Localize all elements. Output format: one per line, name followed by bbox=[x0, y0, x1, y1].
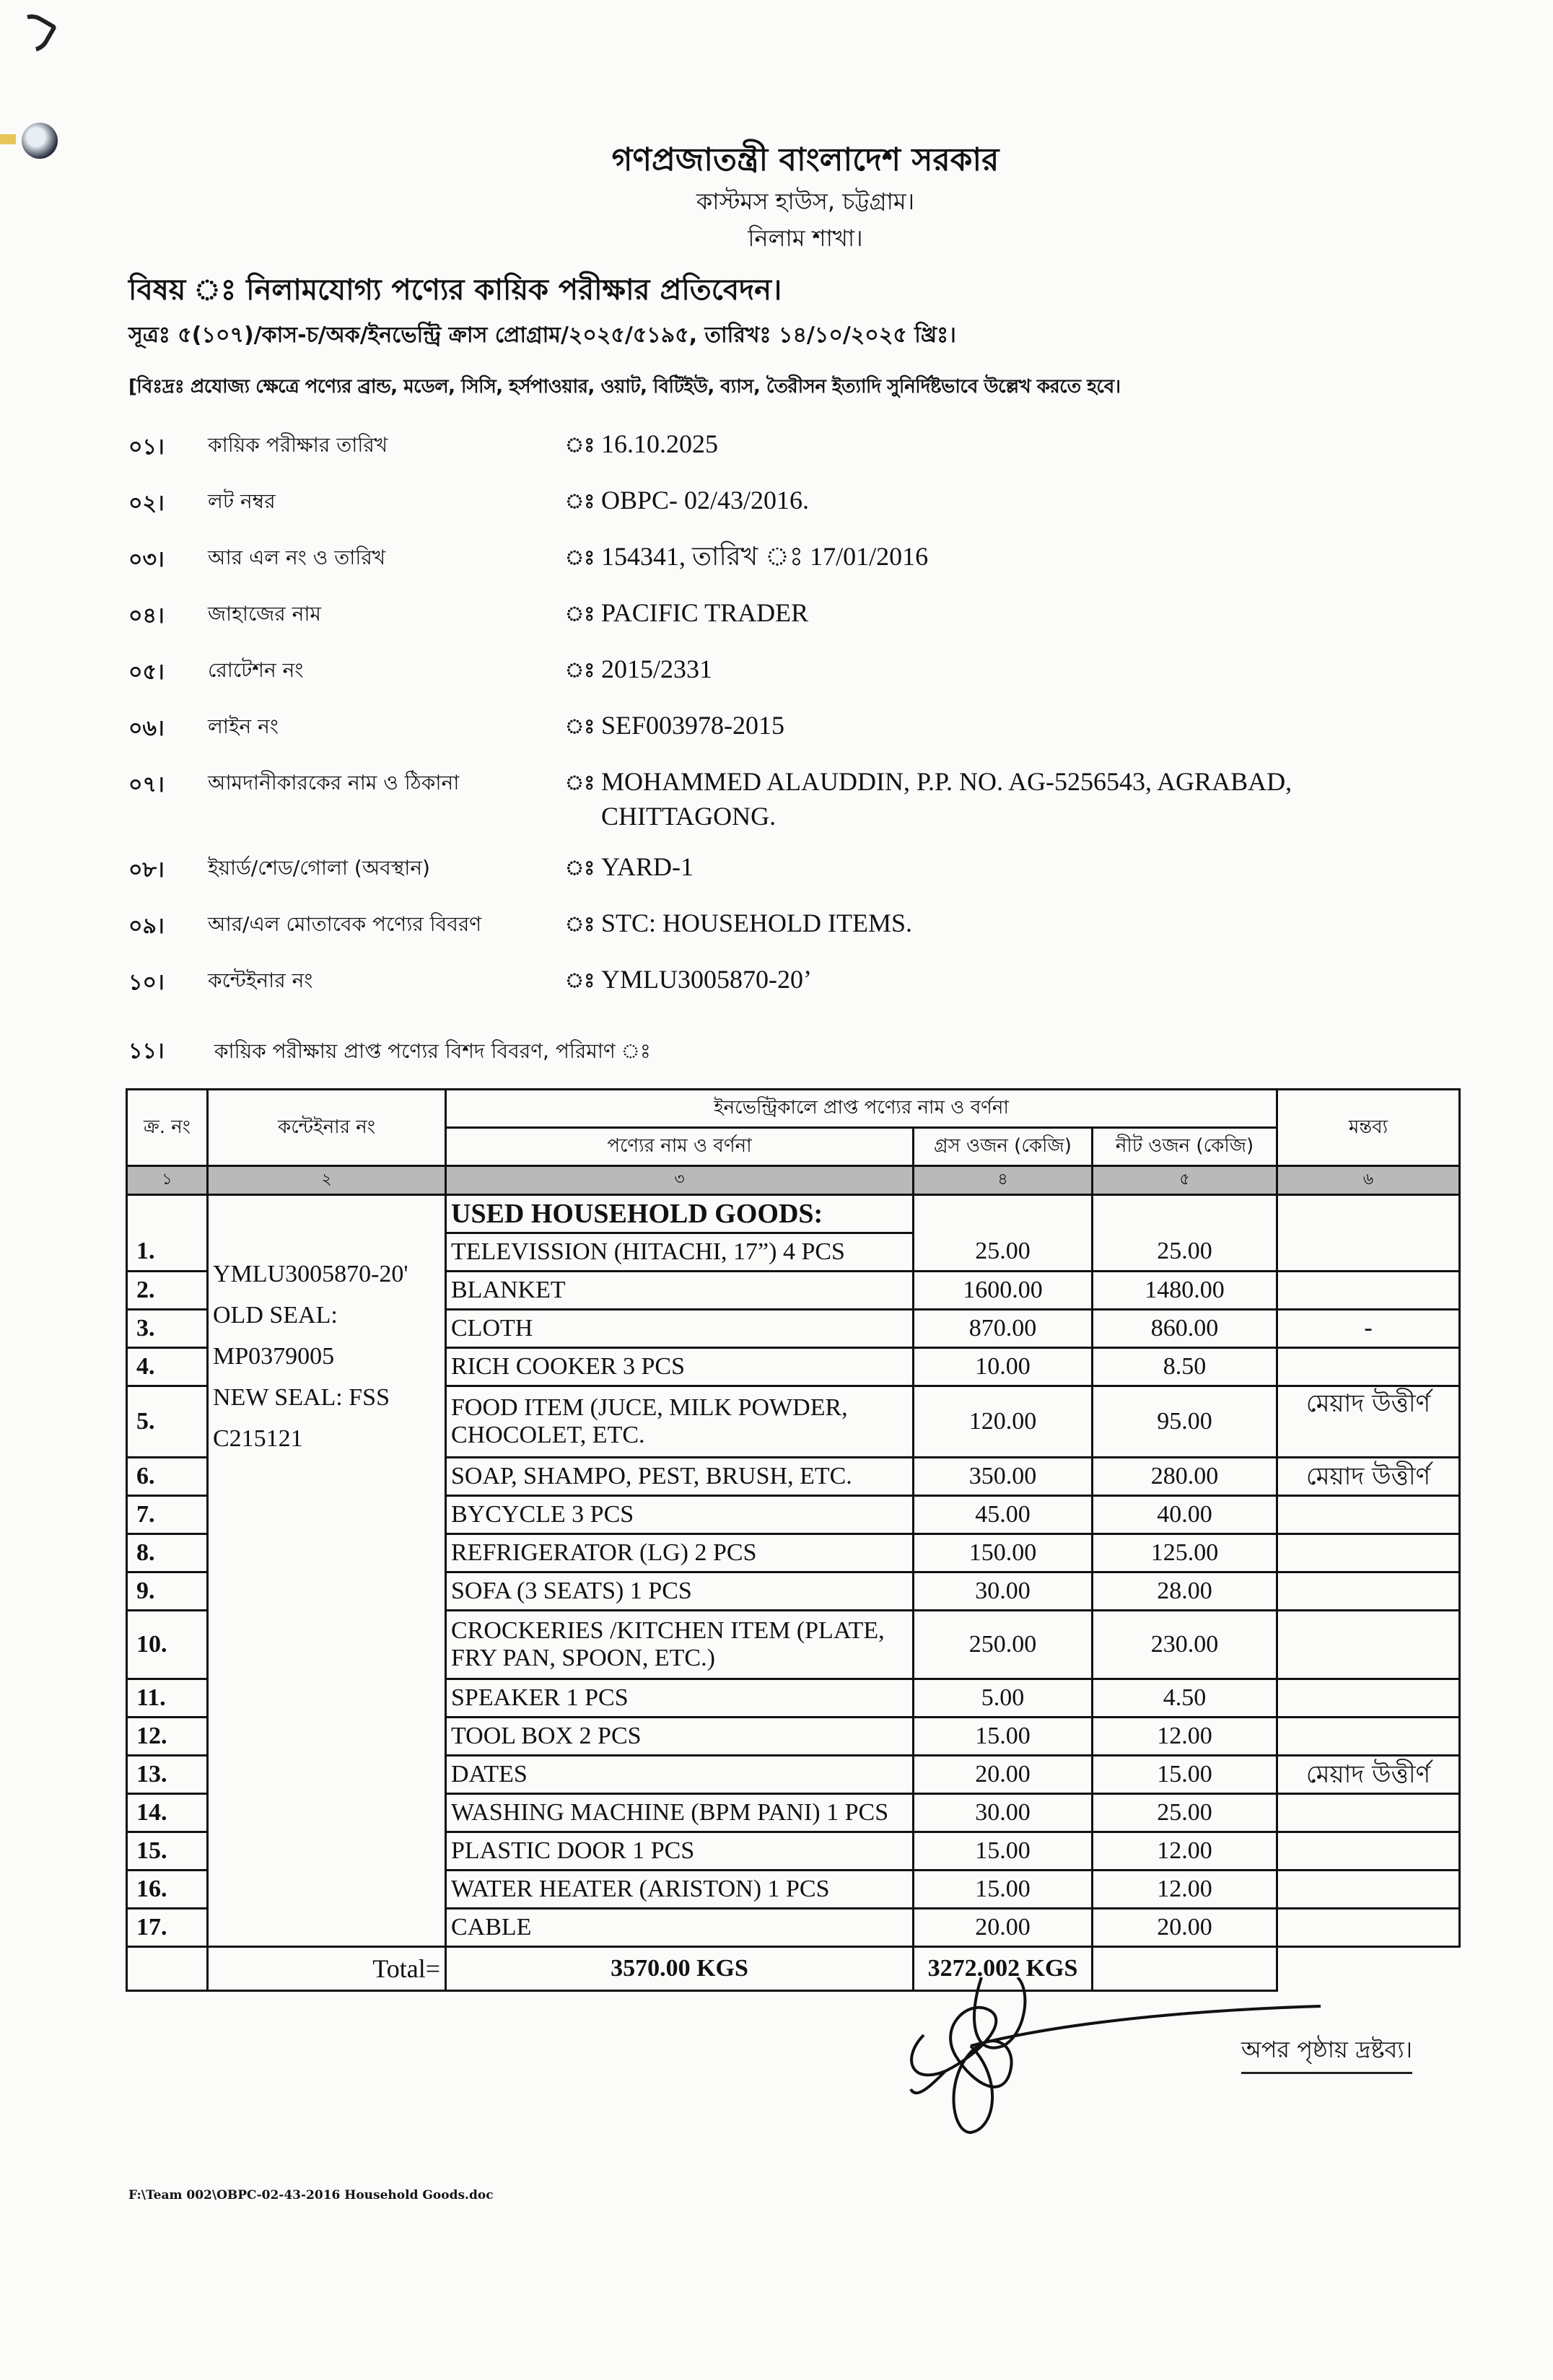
row-gross-weight: 15.00 bbox=[914, 1832, 1093, 1871]
row-description: BYCYCLE 3 PCS bbox=[446, 1496, 914, 1534]
field-value: OBPC- 02/43/2016. bbox=[601, 486, 810, 515]
file-path-footer: F:\Team 002\OBPC-02-43-2016 Household Goods.doc bbox=[128, 2188, 494, 2202]
field-lot-number bbox=[128, 486, 1427, 542]
row-description: CABLE bbox=[446, 1909, 914, 1947]
row-remarks bbox=[1277, 1871, 1460, 1909]
field-number: ০২। bbox=[128, 491, 165, 516]
reference-line: সূত্রঃ ৫(১০৭)/কাস-চ/অক/ইনভেন্ট্রি ক্রাস প্রোগ্রাম/২০২৫/৫১৯৫, তারিখঃ ১৪/১০/২০২৫ খ্রিঃ। bbox=[128, 323, 956, 348]
row-serial: 14. bbox=[127, 1794, 208, 1832]
row-serial: 17. bbox=[127, 1909, 208, 1947]
group-title: USED HOUSEHOLD GOODS: bbox=[446, 1195, 914, 1233]
section-11-heading bbox=[128, 1033, 651, 1070]
row-description: CLOTH bbox=[446, 1310, 914, 1348]
table-header-row bbox=[127, 1090, 1460, 1128]
row-serial: 7. bbox=[127, 1496, 208, 1534]
field-value: STC: HOUSEHOLD ITEMS. bbox=[601, 909, 913, 937]
section-number: ১১। bbox=[128, 1038, 165, 1064]
row-description: PLASTIC DOOR 1 PCS bbox=[446, 1832, 914, 1871]
row-net-weight: 12.00 bbox=[1093, 1718, 1277, 1756]
row-description: CROCKERIES /KITCHEN ITEM (PLATE, FRY PAN, SPOON, ETC.) bbox=[446, 1611, 914, 1679]
row-remarks bbox=[1277, 1832, 1460, 1871]
row-remarks: - bbox=[1277, 1310, 1460, 1348]
row-gross-weight: 10.00 bbox=[914, 1348, 1093, 1386]
row-description: TOOL BOX 2 PCS bbox=[446, 1718, 914, 1756]
field-number: ০১। bbox=[128, 434, 165, 460]
header-inventory-group: ইনভেন্ট্রিকালে প্রাপ্ত পণ্যের নাম ও বর্ণনা bbox=[446, 1090, 1277, 1128]
column-number: ৪ bbox=[914, 1166, 1093, 1195]
row-serial: 10. bbox=[127, 1611, 208, 1679]
header-description: পণ্যের নাম ও বর্ণনা bbox=[446, 1128, 914, 1166]
office-name: কাস্টমস হাউস, চট্টগ্রাম। bbox=[696, 188, 915, 215]
row-serial: 5. bbox=[127, 1386, 208, 1458]
container-details-cell bbox=[208, 1195, 446, 1947]
total-net-weight: 3272.002 KGS bbox=[914, 1947, 1093, 1991]
field-number: ০৮। bbox=[128, 857, 165, 883]
column-number: ২ bbox=[208, 1166, 446, 1195]
row-remarks bbox=[1277, 1679, 1460, 1718]
row-net-weight: 25.00 bbox=[1093, 1794, 1277, 1832]
row-net-weight: 1480.00 bbox=[1093, 1272, 1277, 1310]
section-label: কায়িক পরীক্ষায় প্রাপ্ত পণ্যের বিশদ বিবরণ, পরিমাণ ঃ bbox=[214, 1039, 651, 1063]
row-remarks: মেয়াদ উত্তীর্ণ bbox=[1277, 1386, 1460, 1458]
row-remarks bbox=[1277, 1272, 1460, 1310]
row-gross-weight: 15.00 bbox=[914, 1871, 1093, 1909]
field-colon: ঃ bbox=[565, 602, 595, 626]
field-label: আর এল নং ও তারিখ bbox=[208, 546, 386, 569]
empty-cell bbox=[127, 1195, 208, 1233]
row-net-weight: 4.50 bbox=[1093, 1679, 1277, 1718]
row-net-weight: 860.00 bbox=[1093, 1310, 1277, 1348]
row-serial: 4. bbox=[127, 1348, 208, 1386]
row-gross-weight: 250.00 bbox=[914, 1611, 1093, 1679]
field-number: ০৬। bbox=[128, 716, 165, 741]
row-gross-weight: 30.00 bbox=[914, 1794, 1093, 1832]
row-gross-weight: 20.00 bbox=[914, 1756, 1093, 1794]
field-label: লট নম্বর bbox=[208, 489, 276, 513]
row-gross-weight: 45.00 bbox=[914, 1496, 1093, 1534]
row-remarks bbox=[1277, 1611, 1460, 1679]
row-serial: 13. bbox=[127, 1756, 208, 1794]
row-serial: 11. bbox=[127, 1679, 208, 1718]
field-rl-number-date bbox=[128, 542, 1427, 598]
row-gross-weight: 25.00 bbox=[914, 1233, 1093, 1272]
header-container: কন্টেইনার নং bbox=[208, 1090, 446, 1166]
container-line: MP0379005 bbox=[213, 1343, 335, 1370]
binder-clip-mark bbox=[0, 134, 16, 144]
row-description: DATES bbox=[446, 1756, 914, 1794]
row-serial: 16. bbox=[127, 1871, 208, 1909]
field-colon: ঃ bbox=[565, 968, 595, 992]
field-label: কায়িক পরীক্ষার তারিখ bbox=[208, 433, 388, 457]
field-number: ০৪। bbox=[128, 603, 165, 629]
field-number: ০৫। bbox=[128, 660, 165, 685]
field-value: 154341, তারিখ ঃ 17/01/2016 bbox=[601, 542, 929, 571]
row-serial: 9. bbox=[127, 1572, 208, 1611]
row-gross-weight: 120.00 bbox=[914, 1386, 1093, 1458]
row-description: SPEAKER 1 PCS bbox=[446, 1679, 914, 1718]
subject-line: বিষয় ঃ নিলামযোগ্য পণ্যের কায়িক পরীক্ষার প্রতিবেদন। bbox=[128, 274, 782, 307]
field-value: MOHAMMED ALAUDDIN, P.P. NO. AG-5256543, AGRABAD, CHITTAGONG. bbox=[601, 767, 1292, 831]
field-value: 16.10.2025 bbox=[601, 429, 718, 458]
column-number: ৩ bbox=[446, 1166, 914, 1195]
field-label: আর/এল মোতাবেক পণ্যের বিবরণ bbox=[208, 912, 482, 936]
field-colon: ঃ bbox=[565, 489, 595, 513]
field-label: ইয়ার্ড/শেড/গোলা (অবস্থান) bbox=[208, 856, 430, 880]
field-value: 2015/2331 bbox=[601, 655, 713, 683]
total-gross-weight: 3570.00 KGS bbox=[446, 1947, 914, 1991]
row-description: REFRIGERATOR (LG) 2 PCS bbox=[446, 1534, 914, 1572]
column-number: ৫ bbox=[1093, 1166, 1277, 1195]
field-rotation-number bbox=[128, 655, 1427, 711]
row-remarks bbox=[1277, 1572, 1460, 1611]
field-label: আমদানীকারকের নাম ও ঠিকানা bbox=[208, 771, 460, 795]
field-colon: ঃ bbox=[565, 433, 595, 457]
field-inspection-date bbox=[128, 429, 1427, 486]
header-gross-weight: গ্রস ওজন (কেজি) bbox=[914, 1128, 1093, 1166]
branch-name: নিলাম শাখা। bbox=[748, 224, 863, 252]
column-number: ১ bbox=[127, 1166, 208, 1195]
row-gross-weight: 15.00 bbox=[914, 1718, 1093, 1756]
punch-hole-mark bbox=[6, 7, 57, 58]
field-number: ১০। bbox=[128, 970, 165, 995]
row-serial: 6. bbox=[127, 1458, 208, 1496]
row-net-weight: 12.00 bbox=[1093, 1832, 1277, 1871]
row-description: WASHING MACHINE (BPM PANI) 1 PCS bbox=[446, 1794, 914, 1832]
empty-cell bbox=[1093, 1195, 1277, 1233]
signature-icon bbox=[902, 1977, 1537, 2151]
row-serial: 12. bbox=[127, 1718, 208, 1756]
continued-on-next-page: অপর পৃষ্ঠায় দ্রষ্টব্য। bbox=[1241, 2031, 1412, 2074]
row-net-weight: 12.00 bbox=[1093, 1871, 1277, 1909]
container-line: OLD SEAL: bbox=[213, 1302, 338, 1329]
field-importer bbox=[128, 767, 1427, 852]
field-label: কন্টেইনার নং bbox=[208, 968, 313, 992]
row-remarks: মেয়াদ উত্তীর্ণ bbox=[1277, 1458, 1460, 1496]
row-net-weight: 280.00 bbox=[1093, 1458, 1277, 1496]
empty-cell bbox=[127, 1947, 208, 1991]
field-colon: ঃ bbox=[565, 658, 595, 682]
row-description: RICH COOKER 3 PCS bbox=[446, 1348, 914, 1386]
row-net-weight: 95.00 bbox=[1093, 1386, 1277, 1458]
field-value: YMLU3005870-20’ bbox=[601, 965, 812, 994]
field-label: লাইন নং bbox=[208, 714, 279, 738]
row-remarks bbox=[1277, 1496, 1460, 1534]
row-gross-weight: 30.00 bbox=[914, 1572, 1093, 1611]
row-description: WATER HEATER (ARISTON) 1 PCS bbox=[446, 1871, 914, 1909]
report-fields bbox=[128, 429, 1427, 1021]
row-net-weight: 28.00 bbox=[1093, 1572, 1277, 1611]
row-description: BLANKET bbox=[446, 1272, 914, 1310]
row-serial: 1. bbox=[127, 1233, 208, 1272]
column-number-row bbox=[127, 1166, 1460, 1195]
row-remarks bbox=[1277, 1718, 1460, 1756]
group-title-row bbox=[127, 1195, 1460, 1233]
row-net-weight: 15.00 bbox=[1093, 1756, 1277, 1794]
row-description: SOAP, SHAMPO, PEST, BRUSH, ETC. bbox=[446, 1458, 914, 1496]
instruction-note: [বিঃদ্রঃ প্রযোজ্য ক্ষেত্রে পণ্যের ব্রান্ড, মডেল, সিসি, হর্সপাওয়ার, ওয়াট, বিটিইউ, ব্যাস, তৈরীসন ইত্যাদি সুনির্দিষ্টভাবে উল্লেখ করতে হবে। bbox=[128, 376, 1121, 398]
row-remarks bbox=[1277, 1348, 1460, 1386]
row-serial: 3. bbox=[127, 1310, 208, 1348]
row-net-weight: 25.00 bbox=[1093, 1233, 1277, 1272]
header-serial: ক্র. নং bbox=[127, 1090, 208, 1166]
row-gross-weight: 150.00 bbox=[914, 1534, 1093, 1572]
container-line: C215121 bbox=[213, 1425, 303, 1452]
field-location bbox=[128, 852, 1427, 909]
row-gross-weight: 870.00 bbox=[914, 1310, 1093, 1348]
row-net-weight: 230.00 bbox=[1093, 1611, 1277, 1679]
field-label: জাহাজের নাম bbox=[208, 602, 321, 626]
field-container-number bbox=[128, 965, 1427, 1021]
row-remarks bbox=[1277, 1909, 1460, 1947]
inventory-table bbox=[126, 1088, 1461, 1992]
field-value: SEF003978-2015 bbox=[601, 711, 785, 740]
field-number: ০৯। bbox=[128, 914, 165, 939]
field-colon: ঃ bbox=[565, 856, 595, 880]
row-net-weight: 8.50 bbox=[1093, 1348, 1277, 1386]
row-serial: 2. bbox=[127, 1272, 208, 1310]
field-colon: ঃ bbox=[565, 912, 595, 936]
field-goods-description bbox=[128, 909, 1427, 965]
empty-cell bbox=[1277, 1195, 1460, 1233]
field-colon: ঃ bbox=[565, 714, 595, 738]
row-description: TELEVISSION (HITACHI, 17”) 4 PCS bbox=[446, 1233, 914, 1272]
total-label: Total= bbox=[208, 1947, 446, 1991]
row-gross-weight: 1600.00 bbox=[914, 1272, 1093, 1310]
field-value: PACIFIC TRADER bbox=[601, 598, 809, 627]
row-net-weight: 40.00 bbox=[1093, 1496, 1277, 1534]
row-gross-weight: 20.00 bbox=[914, 1909, 1093, 1947]
header-net-weight: নীট ওজন (কেজি) bbox=[1093, 1128, 1277, 1166]
column-number: ৬ bbox=[1277, 1166, 1460, 1195]
field-ship-name bbox=[128, 598, 1427, 655]
row-gross-weight: 350.00 bbox=[914, 1458, 1093, 1496]
empty-cell bbox=[914, 1195, 1093, 1233]
row-description: FOOD ITEM (JUCE, MILK POWDER, CHOCOLET, ETC. bbox=[446, 1386, 914, 1458]
field-colon: ঃ bbox=[565, 771, 595, 795]
row-description: SOFA (3 SEATS) 1 PCS bbox=[446, 1572, 914, 1611]
government-title: গণপ্রজাতন্ত্রী বাংলাদেশ সরকার bbox=[611, 141, 999, 178]
field-value: YARD-1 bbox=[601, 852, 694, 881]
field-number: ০৩। bbox=[128, 547, 165, 572]
field-label: রোটেশন নং bbox=[208, 658, 304, 682]
row-serial: 15. bbox=[127, 1832, 208, 1871]
row-gross-weight: 5.00 bbox=[914, 1679, 1093, 1718]
row-remarks: মেয়াদ উত্তীর্ণ bbox=[1277, 1756, 1460, 1794]
field-line-number bbox=[128, 711, 1427, 767]
row-serial: 8. bbox=[127, 1534, 208, 1572]
row-remarks bbox=[1277, 1534, 1460, 1572]
row-remarks bbox=[1277, 1794, 1460, 1832]
container-line: YMLU3005870-20' bbox=[213, 1261, 408, 1287]
row-net-weight: 20.00 bbox=[1093, 1909, 1277, 1947]
field-number: ০৭। bbox=[128, 772, 165, 797]
container-line: NEW SEAL: FSS bbox=[213, 1384, 390, 1411]
header-remarks: মন্তব্য bbox=[1277, 1090, 1460, 1166]
field-colon: ঃ bbox=[565, 546, 595, 569]
row-remarks bbox=[1277, 1233, 1460, 1272]
row-net-weight: 125.00 bbox=[1093, 1534, 1277, 1572]
